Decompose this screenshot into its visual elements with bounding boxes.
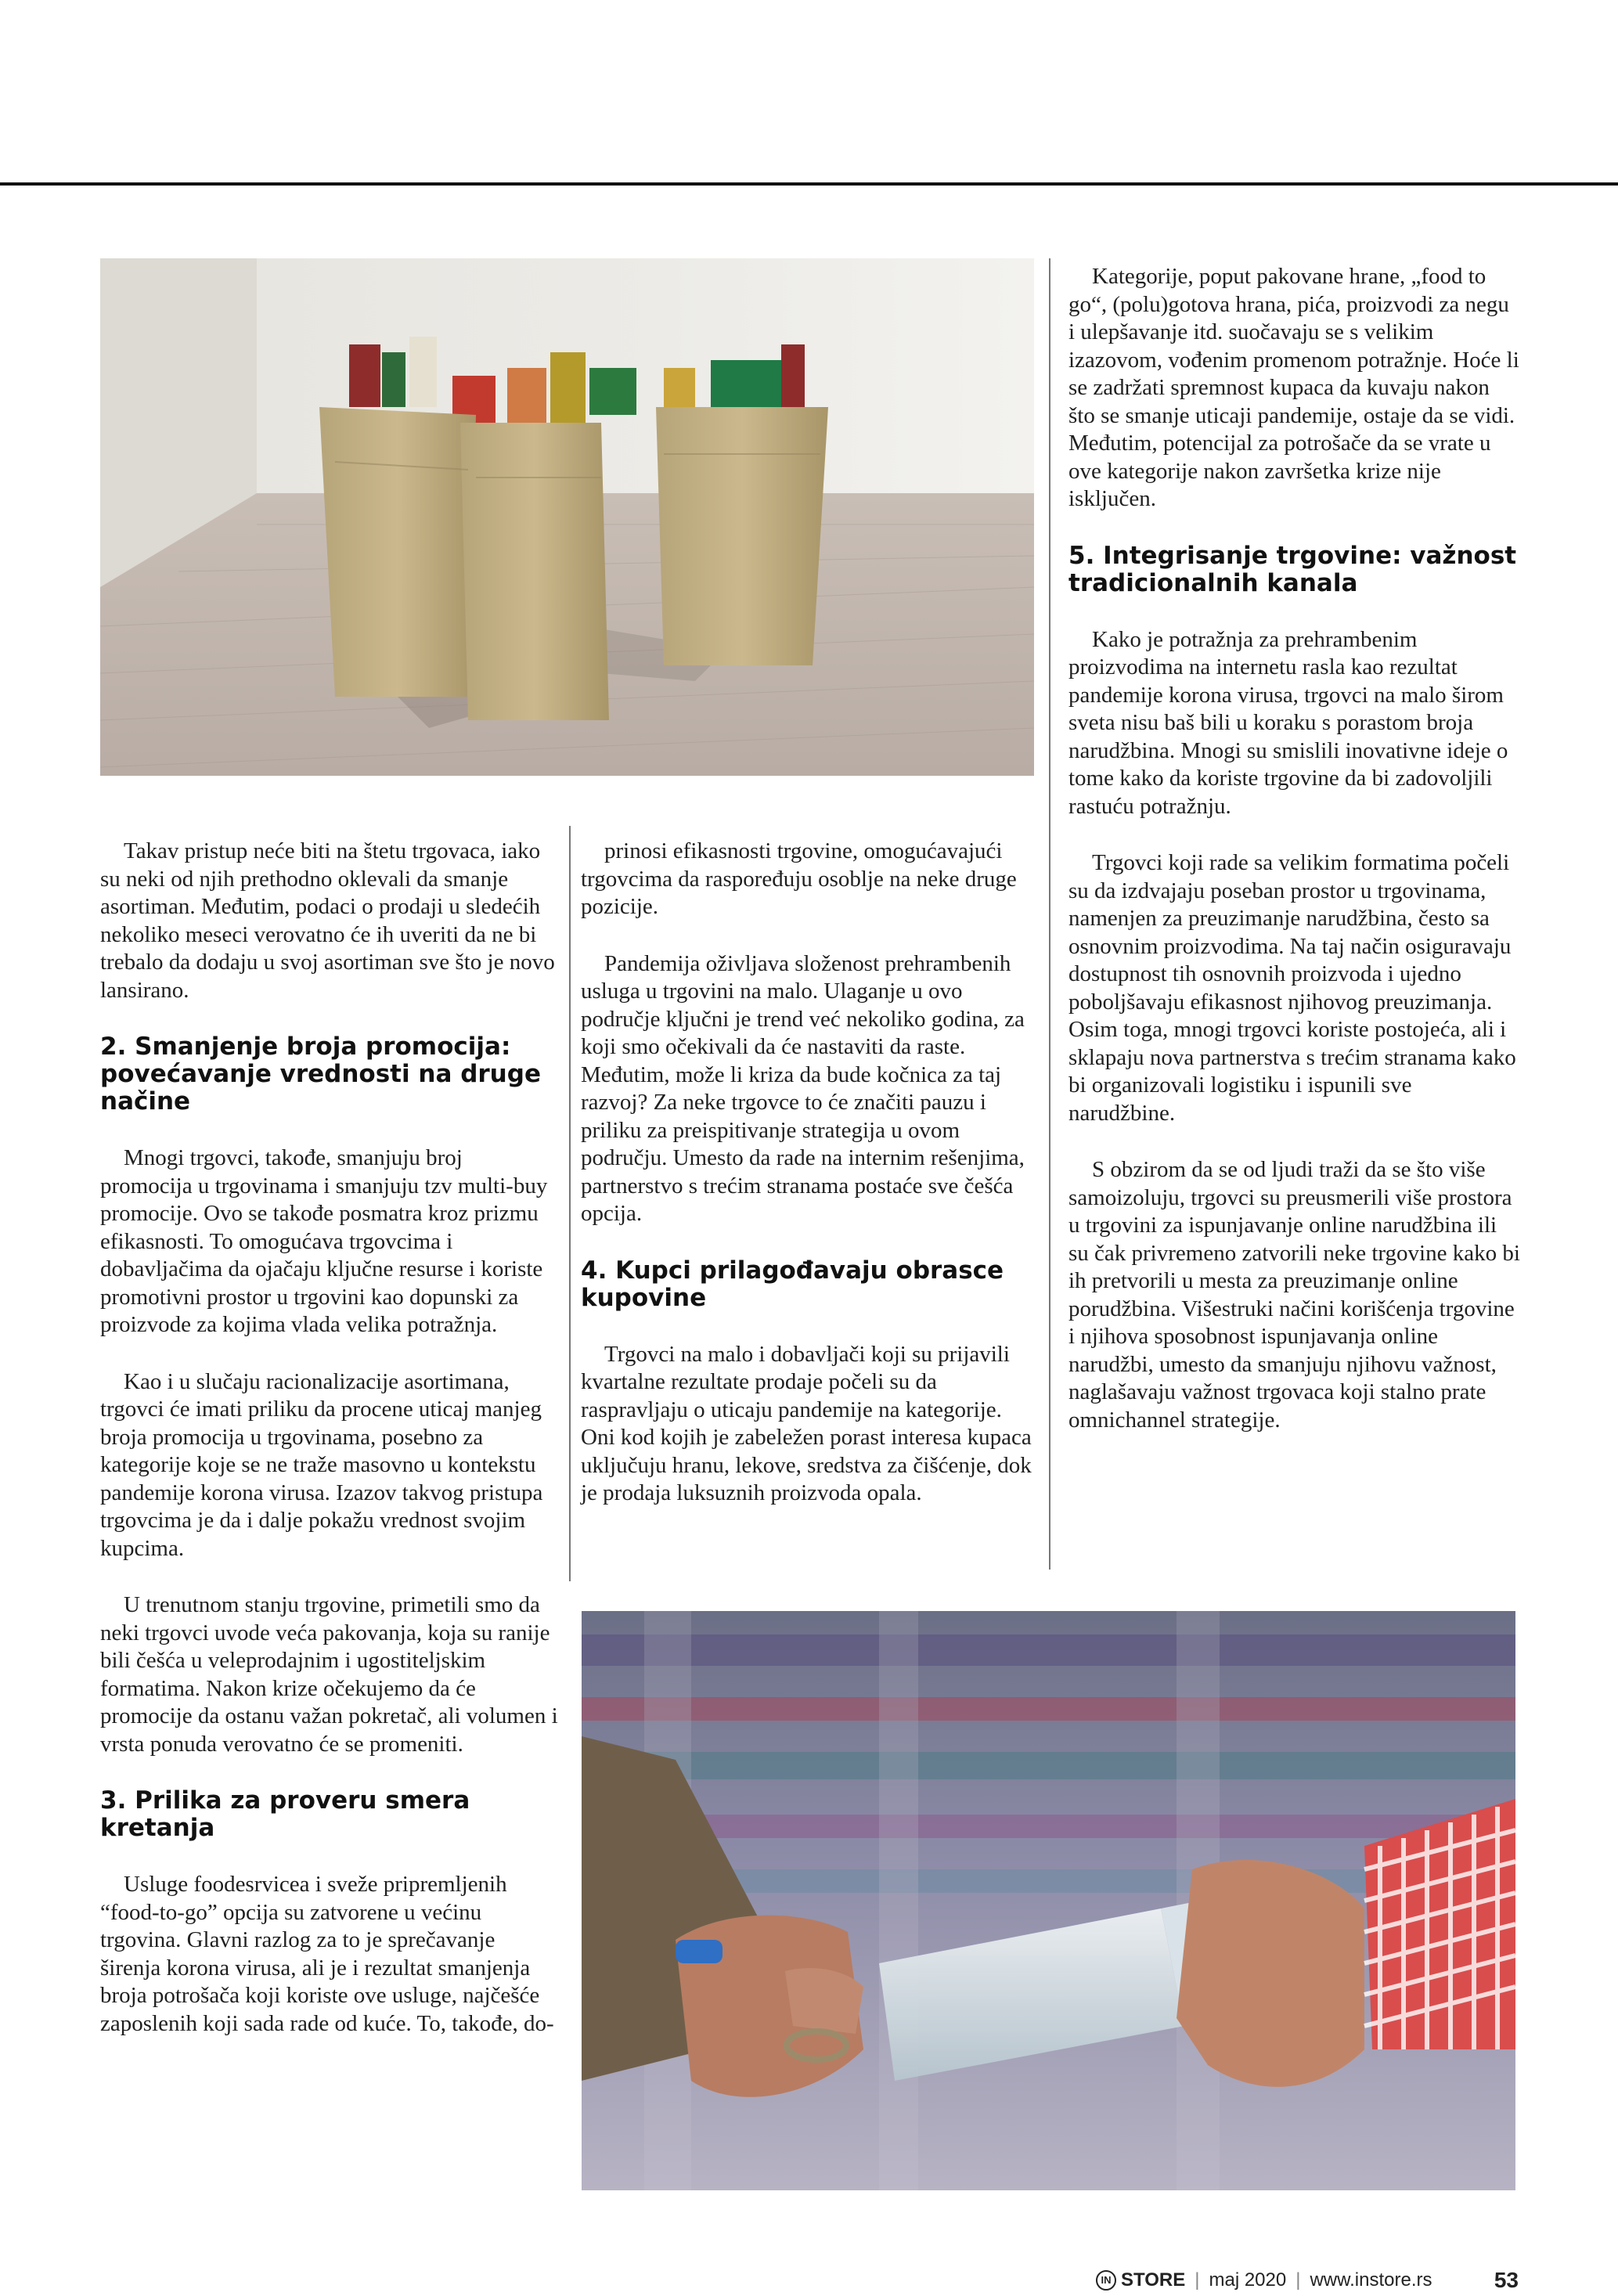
section-heading-3: 3. Prilika za proveru smera kretanja: [100, 1786, 470, 1842]
brand-name: STORE: [1121, 2269, 1186, 2291]
column-divider: [1049, 258, 1050, 1570]
page-footer: [1096, 2265, 1519, 2296]
section-heading-5: 5. Integrisanje trgovine: važnost tradicionalnih kanala: [1068, 541, 1517, 597]
paragraph: U trenutnom stanju trgovine, primetili smo da neki trgovci uvode veća pakovanja, koja su ranije bili češća u veleprodajnim i ugostiteljskim formatima. Nakon krize očekujemo da će promocije da ostanu važan pokretač, ali volumen i vrsta ponuda verovatno će se promeniti.: [100, 1592, 558, 1757]
paragraph: Mnogi trgovci, takođe, smanjuju broj promocija u trgovinama i smanjuju tzv multi-buy promocije. Ovo se takođe posmatra kroz prizmu efikasnosti. To omogućava trgovcima i dobavljačima da ojačaju ključne resurse i koriste promotivni prostor u trgovini kao dopunski za proizvode za kojima vlada velika potražnja.: [100, 1145, 548, 1337]
text-column-2: [581, 838, 1033, 1537]
top-rule: [0, 182, 1618, 186]
issue-date: maj 2020: [1209, 2269, 1287, 2291]
paragraph: Takav pristup neće biti na štetu trgovaca, iako su neki od njih prethodno oklevali da smanje asortiman. Međutim, podaci o prodaji u sledećih nekoliko meseci verovatno će ih uveriti da ne bi trebalo da dodaju u svoj asortiman sve što je novo lansirano.: [100, 838, 555, 1003]
text-column-1: [100, 838, 558, 2067]
sanitizer-handover-photo: [582, 1611, 1515, 2190]
paragraph: S obzirom da se od ljudi traži da se što više samoizoluju, trgovci su preusmerili više prostora u trgovini za ispunjavanje online narudžbina ili su čak privremeno zatvorili neke trgovine kako bi ih pretvorili u mesta za preuzimanje online porudžbina. Višestruki načini korišćenja trgovine i njihova sposobnost ispunjavanja online narudžbi, umesto da smanjuju njihovu važnost, naglašavaju važnost trgovaca koji stalno prate omnichannel strategije.: [1068, 1157, 1520, 1433]
section-heading-4: 4. Kupci prilagođavaju obrasce kupovine: [581, 1256, 1004, 1312]
logo-mark-icon: IN: [1096, 2270, 1116, 2291]
website-link[interactable]: www.instore.rs: [1310, 2269, 1432, 2291]
paragraph: Usluge foodesrvicea i sveže pripremljenih “food-to-go” opcija su zatvorene u većinu trgovina. Glavni razlog za to je sprečavanje širenja korona virusa, ali je i rezultat smanjenja broja potrošača koji koriste ove usluge, najčešće zaposlenih koji sada rade od kuće. To, takođe, do-: [100, 1872, 554, 2036]
text-column-3: [1068, 263, 1521, 1463]
page-number: 53: [1494, 2268, 1519, 2292]
column-divider: [569, 826, 571, 1581]
paragraph: Kako je potražnja za prehrambenim proizvodima na internetu rasla kao rezultat pandemije korona virusa, trgovci na malo širom sveta nisu baš bili u koraku s porastom broja narudžbina. Mnogi su smislili inovativne ideje o tome kako da koriste trgovine da bi zadovoljili rastuću potražnju.: [1068, 626, 1508, 819]
paragraph: Kategorije, poput pakovane hrane, „food to go“, (polu)gotova hrana, pića, proizvodi za negu i ulepšavanje itd. suočavaju se s velikim izazovom, vođenim promenom potražnje. Hoće li se zadržati spremnost kupaca da kuvaju nakon što se smanje uticaji pandemije, ostaje da se vidi. Međutim, potencijal za potrošače da se vrate u ove kategorije nakon završetka krize nije isključen.: [1068, 264, 1519, 511]
section-heading-2: 2. Smanjenje broja promocija: povećavanje vrednosti na druge načine: [100, 1033, 541, 1116]
paragraph: prinosi efikasnosti trgovine, omogućavajući trgovcima da raspoređuju osoblje na neke druge pozicije.: [581, 838, 1017, 919]
footer-separator: |: [1295, 2269, 1301, 2291]
grocery-bags-photo: [100, 258, 1034, 776]
paragraph: Trgovci na malo i dobavljači koji su prijavili kvartalne rezultate prodaje počeli su da raspravljaju o uticaju pandemije na kategorije. Oni kod kojih je zabeležen porast interesa kupaca uključuju hranu, lekove, sredstva za čišćenje, dok je prodaja luksuznih proizvoda opala.: [581, 1341, 1032, 1505]
paragraph: Pandemija oživljava složenost prehrambenih usluga u trgovini na malo. Ulaganje u ovo područje ključni je trend već nekoliko godina, za koji smo očekivali da će nastaviti da raste. Međutim, može li kriza da bude kočnica za taj razvoj? Za neke trgovce to će značiti pauzu i priliku za preispitivanje strategija u ovom području. Umesto da rade na internim rešenjima, partnerstvo s trećim stranama postaće sve češća opcija.: [581, 950, 1025, 1226]
paragraph: Trgovci koji rade sa velikim formatima počeli su da izdvajaju poseban prostor u trgovinama, namenjen za preuzimanje narudžbina, često sa osnovnim proizvodima. Na taj način osiguravaju dostupnost tih osnovnih proizvoda i ujedno poboljšavaju efikasnost njihovog preuzimanja. Osim toga, mnogi trgovci koriste postojeća, ali i sklapaju nova partnerstva s trećim stranama kako bi organizovali logistiku i ispunili sve narudžbine.: [1068, 850, 1516, 1126]
paragraph: Kao i u slučaju racionalizacije asortimana, trgovci će imati priliku da procene uticaj manjeg broja promocija u trgovinama, posebno za kategorije koje se ne traže masovno u kontekstu pandemije korona virusa. Izazov takvog pristupa trgovcima je da i dalje pokažu vrednost svojim kupcima.: [100, 1368, 543, 1561]
footer-separator: |: [1195, 2269, 1200, 2291]
